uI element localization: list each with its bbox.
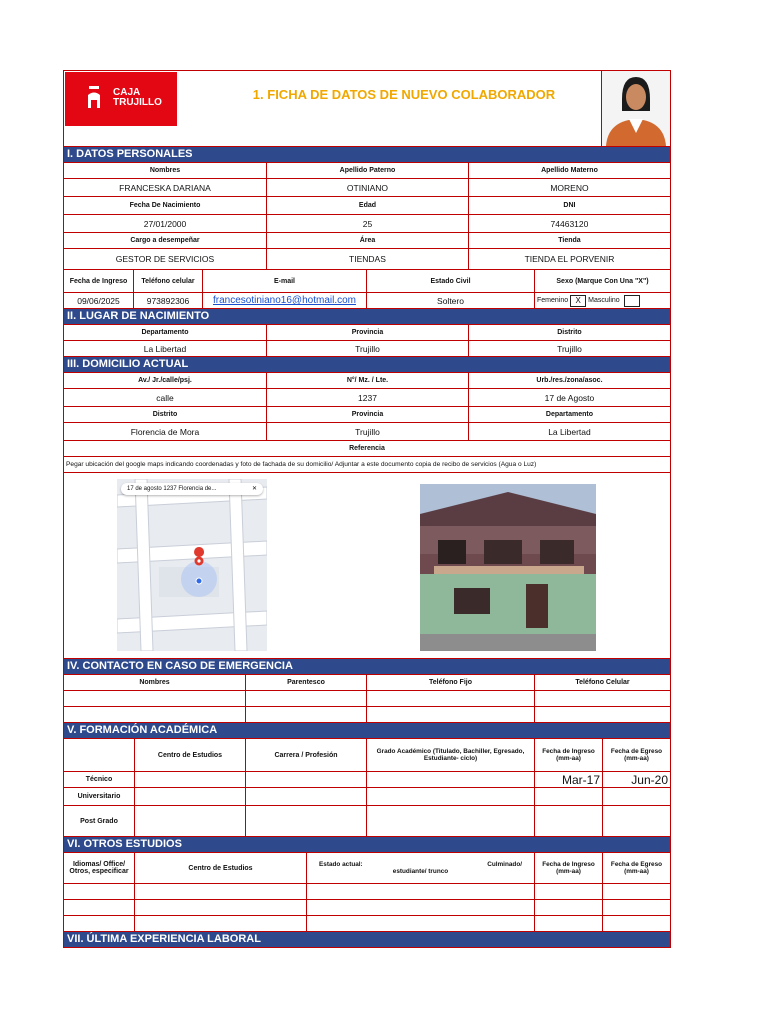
label-dni: DNI: [468, 197, 670, 214]
map-streets-icon: [117, 479, 267, 651]
value-estado-civil[interactable]: Soltero: [366, 293, 534, 308]
value-apellido-materno[interactable]: MORENO: [468, 179, 670, 196]
edu-row-postgrado: Post Grado: [80, 817, 118, 825]
label-other-estado: [306, 853, 534, 883]
label-fecha-nacimiento: Fecha De Nacimiento: [129, 202, 201, 209]
section-birth: II. LUGAR DE NACIMIENTO: [64, 308, 670, 324]
checkbox-masculino[interactable]: [624, 295, 640, 307]
value-tienda[interactable]: TIENDA EL PORVENIR: [468, 249, 670, 269]
label-numero: N°/ Mz. / Lte.: [266, 373, 468, 388]
edu-cell[interactable]: [245, 806, 366, 836]
location-images: [64, 472, 670, 658]
label-em-nombres: Nombres: [139, 679, 170, 686]
label-other-egreso: Fecha de Egreso (mm-aa): [602, 853, 670, 883]
other-cell[interactable]: [134, 884, 306, 899]
label-email: E-mail: [202, 270, 366, 292]
label-edad: Edad: [266, 197, 468, 214]
label-estado-actual: Estado actual:: [319, 861, 363, 868]
value-fecha-ingreso[interactable]: 09/06/2025: [77, 295, 120, 306]
edu-cell[interactable]: [134, 788, 245, 805]
house-facade-photo: [420, 484, 596, 651]
label-edu-ingreso: Fecha de Ingreso (mm-aa): [534, 739, 602, 771]
logo-line-2: TRUJILLO: [113, 97, 162, 108]
value-addr-departamento[interactable]: La Libertad: [468, 423, 670, 440]
em-cell[interactable]: [64, 707, 245, 722]
section-education: V. FORMACIÓN ACADÉMICA: [64, 722, 670, 738]
section-work: VII. ÚLTIMA EXPERIENCIA LABORAL: [64, 931, 670, 947]
other-cell[interactable]: [64, 900, 134, 915]
value-edad[interactable]: 25: [266, 215, 468, 232]
label-urbanizacion: Urb./res./zona/asoc.: [468, 373, 670, 388]
label-other-idiomas: Idiomas/ Office/ Otros, especificar: [69, 861, 129, 875]
edu-tecnico-ingreso[interactable]: Mar-17: [534, 772, 602, 787]
logo-icon: [87, 86, 101, 108]
section-emergency: IV. CONTACTO EN CASO DE EMERGENCIA: [64, 658, 670, 674]
other-cell[interactable]: [602, 900, 670, 915]
em-cell[interactable]: [245, 691, 366, 706]
edu-cell[interactable]: [245, 788, 366, 805]
value-apellido-paterno[interactable]: OTINIANO: [266, 179, 468, 196]
other-cell[interactable]: [306, 900, 534, 915]
label-calle: Av./ Jr./calle/psj.: [138, 377, 192, 384]
value-urbanizacion[interactable]: 17 de Agosto: [468, 389, 670, 406]
edu-cell[interactable]: [134, 772, 245, 787]
other-cell[interactable]: [602, 884, 670, 899]
label-other-centro: Centro de Estudios: [134, 853, 306, 883]
caja-trujillo-logo: [65, 72, 177, 126]
value-birth-provincia[interactable]: Trujillo: [266, 341, 468, 356]
person-photo-icon: [602, 71, 670, 146]
map-close-icon[interactable]: ✕: [251, 486, 257, 492]
address-instructions: Pegar ubicación del google maps indicando coordenadas y foto de fachada de su domicilio/ Adjuntar a este documento copia de recibo de servicios (Agua o Luz): [66, 461, 537, 468]
checkbox-femenino[interactable]: X: [570, 295, 586, 307]
value-calle[interactable]: calle: [156, 392, 174, 403]
form-header: [64, 71, 670, 146]
label-femenino: Femenino: [537, 297, 569, 304]
section-personal: I. DATOS PERSONALES: [64, 146, 670, 162]
em-cell[interactable]: [366, 691, 534, 706]
label-apellido-paterno: Apellido Paterno: [266, 163, 468, 178]
label-estudiante-trunco: estudiante/ trunco: [392, 868, 449, 875]
house-photo-icon: [420, 484, 596, 651]
label-apellido-materno: Apellido Materno: [468, 163, 670, 178]
value-email-link[interactable]: francesotiniano16@hotmail.com: [202, 293, 366, 308]
value-birth-distrito[interactable]: Trujillo: [468, 341, 670, 356]
edu-cell[interactable]: [366, 788, 534, 805]
edu-cell[interactable]: [534, 788, 602, 805]
edu-cell[interactable]: [366, 806, 534, 836]
edu-corner: [64, 739, 134, 771]
page-title: 1. FICHA DE DATOS DE NUEVO COLABORADOR: [252, 87, 556, 102]
edu-tecnico-egreso[interactable]: Jun-20: [602, 772, 670, 787]
value-area[interactable]: TIENDAS: [266, 249, 468, 269]
employee-photo: [601, 71, 670, 146]
label-addr-departamento: Departamento: [468, 407, 670, 422]
other-cell[interactable]: [306, 916, 534, 931]
value-fecha-nacimiento[interactable]: 27/01/2000: [143, 218, 187, 229]
other-cell[interactable]: [534, 884, 602, 899]
em-cell[interactable]: [534, 691, 670, 706]
label-addr-provincia: Provincia: [266, 407, 468, 422]
label-sexo: Sexo (Marque Con Una "X"): [534, 270, 670, 292]
label-cargo: Cargo a desempeñar: [130, 237, 200, 244]
logo-line-1: CAJA: [113, 87, 141, 98]
value-nombres[interactable]: FRANCESKA DARIANA: [119, 182, 211, 193]
form-sheet: [63, 70, 671, 948]
label-em-parentesco: Parentesco: [245, 675, 366, 690]
other-cell[interactable]: [134, 900, 306, 915]
label-edu-carrera: Carrera / Profesión: [245, 739, 366, 771]
value-addr-distrito[interactable]: Florencia de Mora: [130, 426, 200, 437]
section-other: VI. OTROS ESTUDIOS: [64, 836, 670, 852]
value-birth-departamento[interactable]: La Libertad: [143, 343, 187, 354]
label-em-telefono-celular: Teléfono Celular: [534, 675, 670, 690]
sexo-group: [534, 293, 670, 308]
label-birth-departamento: Departamento: [141, 329, 189, 336]
value-numero[interactable]: 1237: [266, 389, 468, 406]
section-address: III. DOMICILIO ACTUAL: [64, 356, 670, 372]
label-fecha-ingreso: Fecha de Ingreso: [69, 277, 128, 285]
edu-cell[interactable]: [245, 772, 366, 787]
label-edu-grado: Grado Académico (Titulado, Bachiller, Egresado, Estudiante- ciclo): [366, 739, 534, 771]
label-estado-civil: Estado Civil: [366, 270, 534, 292]
label-nombres: Nombres: [149, 167, 181, 174]
label-tienda: Tienda: [468, 233, 670, 248]
edu-row-universitario: Universitario: [77, 793, 121, 800]
em-cell[interactable]: [64, 691, 245, 706]
label-area: Área: [266, 233, 468, 248]
label-addr-distrito: Distrito: [152, 411, 178, 418]
other-cell[interactable]: [534, 916, 602, 931]
edu-cell[interactable]: [602, 806, 670, 836]
label-birth-distrito: Distrito: [468, 325, 670, 340]
label-edu-centro: Centro de Estudios: [134, 739, 245, 771]
label-referencia: Referencia: [349, 445, 385, 452]
label-culminado: Culminado/: [487, 861, 522, 868]
edu-cell[interactable]: [534, 806, 602, 836]
other-cell[interactable]: [534, 900, 602, 915]
value-telefono-celular[interactable]: 973892306: [133, 293, 202, 308]
edu-row-tecnico: Técnico: [85, 776, 113, 783]
edu-cell[interactable]: [134, 806, 245, 836]
google-map[interactable]: [117, 479, 267, 651]
label-masculino: Masculino: [588, 297, 620, 304]
edu-cell[interactable]: [602, 788, 670, 805]
label-telefono-celular: Teléfono celular: [133, 270, 202, 292]
label-edu-egreso: Fecha de Egreso (mm-aa): [602, 739, 670, 771]
value-addr-provincia[interactable]: Trujillo: [266, 423, 468, 440]
other-cell[interactable]: [64, 884, 134, 899]
edu-cell[interactable]: [366, 772, 534, 787]
map-search-bar[interactable]: [121, 483, 263, 495]
em-cell[interactable]: [366, 707, 534, 722]
value-cargo[interactable]: GESTOR DE SERVICIOS: [115, 254, 215, 264]
map-search-text: 17 de agosto 1237 Florencia de...: [127, 486, 217, 492]
em-cell[interactable]: [534, 707, 670, 722]
other-cell[interactable]: [602, 916, 670, 931]
value-dni[interactable]: 74463120: [468, 215, 670, 232]
other-cell[interactable]: [306, 884, 534, 899]
label-other-ingreso: Fecha de Ingreso (mm-aa): [534, 853, 602, 883]
other-cell[interactable]: [134, 916, 306, 931]
em-cell[interactable]: [245, 707, 366, 722]
label-em-telefono-fijo: Teléfono Fijo: [366, 675, 534, 690]
label-birth-provincia: Provincia: [266, 325, 468, 340]
other-cell[interactable]: [64, 916, 134, 931]
